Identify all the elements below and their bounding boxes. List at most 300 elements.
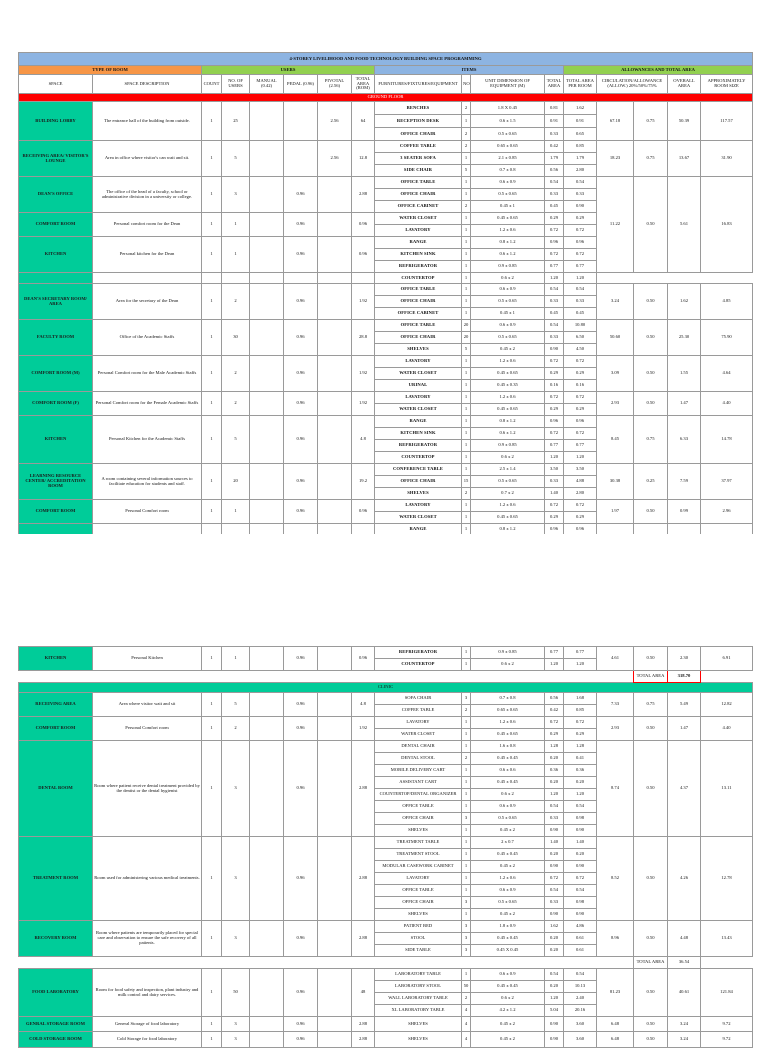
table-cell (19, 671, 634, 683)
item-dimension: 1.8 x 0.9 (471, 921, 545, 933)
room-area: 12.8 (352, 141, 375, 177)
item-qty: 1 (462, 765, 471, 777)
allowance-area: 7.59 (668, 464, 701, 500)
item-total-area: 4.88 (564, 476, 597, 488)
item-dimension: 0.5 x 0.65 (471, 128, 545, 141)
item-qty: 1 (462, 969, 471, 981)
total-area-label: TOTAL AREA (634, 957, 668, 969)
total-area-per-room: 11.22 (597, 177, 634, 273)
overall-area: 14.78 (701, 416, 753, 464)
item-dimension: 0.6 x 2 (471, 789, 545, 801)
allowance-area: 1.47 (668, 392, 701, 416)
item-unit-area: 1.20 (545, 659, 564, 671)
item-total-area: 0.98 (564, 813, 597, 825)
room-description: The office of the head of a faculty, school or administrative division in a university or college. (93, 177, 202, 213)
room-users: 25 (222, 102, 250, 141)
sheet-page-1 (18, 52, 750, 534)
item-dimension: 0.6 x 1.2 (471, 428, 545, 440)
room-name: FACULTY ROOM (19, 320, 93, 356)
item-total-area: 0.45 (564, 308, 597, 320)
room-pedal: 0.96 (284, 392, 318, 416)
room-count: 1 (202, 837, 222, 921)
item-total-area: 1.20 (564, 789, 597, 801)
item-name: COUNTERTOP (375, 273, 462, 284)
item-total-area: 0.72 (564, 873, 597, 885)
item-unit-area: 0.91 (545, 115, 564, 128)
room-users: 2 (222, 717, 250, 741)
item-dimension: 2.5 x 1.4 (471, 464, 545, 476)
room-description: Office of the Academic Staffs (93, 320, 202, 356)
circulation-factor: 0.50 (634, 356, 668, 392)
item-qty: 2 (462, 488, 471, 500)
item-name: OFFICE TABLE (375, 284, 462, 296)
table-row (19, 500, 753, 512)
item-dimension: 1.2 x 0.6 (471, 392, 545, 404)
room-pivotal (318, 177, 352, 213)
item-name: RANGE (375, 237, 462, 249)
item-name: RANGE (375, 524, 462, 536)
item-dimension: 0.5 x 0.65 (471, 189, 545, 201)
circulation-factor: 0.75 (634, 693, 668, 717)
item-qty: 3 (462, 897, 471, 909)
room-area: 2.88 (352, 177, 375, 213)
item-dimension: 0.65 x 0.65 (471, 705, 545, 717)
item-total-area: 2.40 (564, 993, 597, 1005)
item-qty: 1 (462, 777, 471, 789)
room-area: 28.8 (352, 320, 375, 356)
item-qty: 1 (462, 416, 471, 428)
room-name: KITCHEN (19, 416, 93, 464)
item-total-area: 10.80 (564, 320, 597, 332)
room-users: 5 (222, 693, 250, 717)
room-name: FOOD LABORATORY (19, 969, 93, 1017)
item-name: WATER CLOSET (375, 368, 462, 380)
room-users: 3 (222, 921, 250, 957)
item-name: LAVATORY (375, 500, 462, 512)
item-qty: 1 (462, 404, 471, 416)
total-area-per-room: 6.48 (597, 1032, 634, 1047)
room-name: RECEIVING AREA (19, 693, 93, 717)
total-area-per-room: 1.97 (597, 500, 634, 524)
overall-area: 37.97 (701, 464, 753, 500)
item-dimension: 0.6 x 0.9 (471, 320, 545, 332)
overall-area: 75.90 (701, 320, 753, 356)
group-users: USERS (202, 66, 375, 75)
item-unit-area: 0.33 (545, 189, 564, 201)
item-name: REFRIGERATOR (375, 440, 462, 452)
item-unit-area: 1.79 (545, 153, 564, 165)
item-total-area: 0.72 (564, 356, 597, 368)
item-total-area: 0.20 (564, 849, 597, 861)
room-pivotal: 2.56 (318, 141, 352, 177)
room-count: 1 (202, 464, 222, 500)
allowance-area: 6.33 (668, 416, 701, 464)
room-manual (250, 177, 284, 213)
room-users: 1 (222, 237, 250, 273)
room-manual (250, 102, 284, 141)
item-total-area: 0.29 (564, 404, 597, 416)
room-name: RECOVERY ROOM (19, 921, 93, 957)
room-count: 1 (202, 237, 222, 273)
item-qty: 1 (462, 849, 471, 861)
item-unit-area: 0.96 (545, 416, 564, 428)
overall-area: 6.91 (701, 647, 753, 671)
item-unit-area: 0.36 (545, 765, 564, 777)
room-manual (250, 837, 284, 921)
room-users: 3 (222, 1017, 250, 1032)
room-manual (250, 693, 284, 717)
item-qty: 1 (462, 284, 471, 296)
item-total-area: 0.41 (564, 753, 597, 765)
item-name: CONFERENCE TABLE (375, 464, 462, 476)
allowance-area: 1.62 (668, 284, 701, 320)
room-manual (250, 237, 284, 273)
item-total-area: 0.72 (564, 717, 597, 729)
room-manual (250, 969, 284, 1017)
room-pivotal (318, 1017, 352, 1032)
item-unit-area: 0.20 (545, 945, 564, 957)
overall-area: 13.43 (701, 921, 753, 957)
room-pedal: 0.96 (284, 500, 318, 524)
item-unit-area: 1.20 (545, 993, 564, 1005)
room-pedal: 0.96 (284, 717, 318, 741)
item-name: WATER CLOSET (375, 729, 462, 741)
item-name: MOBILE DELIVERY CART (375, 765, 462, 777)
room-pivotal (318, 320, 352, 356)
item-qty: 4 (462, 1005, 471, 1017)
item-name: OFFICE CABINET (375, 201, 462, 213)
room-area: 19.2 (352, 464, 375, 500)
overall-area: 4.40 (701, 717, 753, 741)
room-pedal: 0.96 (284, 177, 318, 213)
item-total-area: 1.68 (564, 693, 597, 705)
col-pedal: PEDAL (0.96) (284, 75, 318, 94)
item-unit-area: 0.20 (545, 849, 564, 861)
room-area: 0.96 (352, 213, 375, 237)
item-name: RECEPTION DESK (375, 115, 462, 128)
overall-area: 16.83 (701, 177, 753, 273)
item-total-area: 0.29 (564, 729, 597, 741)
item-name: OFFICE CHAIR (375, 476, 462, 488)
item-name: WALL LABORATORY TABLE (375, 993, 462, 1005)
circulation-factor: 0.50 (634, 921, 668, 957)
item-total-area: 4.50 (564, 344, 597, 356)
item-total-area: 0.72 (564, 392, 597, 404)
col-pivotal: PIVOTAL (2.56) (318, 75, 352, 94)
item-name: COFFEE TABLE (375, 705, 462, 717)
table-row (19, 273, 753, 284)
room-pedal: 0.96 (284, 647, 318, 671)
item-dimension: 1.2 x 0.6 (471, 717, 545, 729)
allowance-area: 1.55 (668, 356, 701, 392)
item-dimension: 0.6 x 0.9 (471, 885, 545, 897)
item-unit-area: 0.72 (545, 500, 564, 512)
room-manual (250, 741, 284, 837)
item-name: MODULAR CASEWORK CABINET (375, 861, 462, 873)
room-name: KITCHEN (19, 647, 93, 671)
col-no-users: NO. OF USERS (222, 75, 250, 94)
item-total-area: 0.20 (564, 777, 597, 789)
circulation-factor: 0.50 (634, 969, 668, 1017)
item-qty: 5 (462, 165, 471, 177)
item-unit-area: 0.33 (545, 332, 564, 344)
circulation-factor: 0.50 (634, 392, 668, 416)
room-name: COMFORT ROOM (F) (19, 392, 93, 416)
item-unit-area: 3.50 (545, 464, 564, 476)
room-count: 1 (202, 969, 222, 1017)
item-unit-area: 0.54 (545, 284, 564, 296)
item-dimension: 0.45 x 0.45 (471, 753, 545, 765)
item-total-area: 2.80 (564, 165, 597, 177)
item-qty: 1 (462, 885, 471, 897)
item-qty: 1 (462, 225, 471, 237)
table-cell (284, 273, 318, 284)
item-qty: 2 (462, 102, 471, 115)
room-area: 0.96 (352, 647, 375, 671)
item-qty: 2 (462, 705, 471, 717)
overall-area: 31.90 (701, 141, 753, 177)
item-name: COUNTERTOP (375, 659, 462, 671)
item-name: WATER CLOSET (375, 512, 462, 524)
item-unit-area: 0.20 (545, 777, 564, 789)
item-unit-area: 1.20 (545, 273, 564, 284)
item-name: DENTAL STOOL (375, 753, 462, 765)
col-circulation: CIRCULATION/ALLOWANCE (ALLOW.) 20%/50%/75% (597, 75, 668, 94)
item-dimension: 0.9 x 0.85 (471, 261, 545, 273)
table-cell (202, 273, 222, 284)
item-unit-area: 0.54 (545, 320, 564, 332)
item-unit-area: 0.29 (545, 729, 564, 741)
room-pedal: 0.96 (284, 1017, 318, 1032)
total-area-per-room: 2.93 (597, 717, 634, 741)
item-unit-area: 0.20 (545, 753, 564, 765)
room-pedal: 0.96 (284, 1032, 318, 1047)
table-row (19, 921, 753, 933)
circulation-factor: 0.50 (634, 320, 668, 356)
item-total-area: 0.90 (564, 825, 597, 837)
item-unit-area: 0.42 (545, 141, 564, 153)
item-unit-area: 0.42 (545, 705, 564, 717)
item-unit-area: 1.40 (545, 488, 564, 500)
room-count: 1 (202, 416, 222, 464)
item-total-area: 3.60 (564, 1017, 597, 1032)
total-area-value: 318.70 (668, 671, 701, 683)
item-qty: 3 (462, 921, 471, 933)
col-space: SPACE (19, 75, 93, 94)
item-dimension: 1.8 X 0.45 (471, 102, 545, 115)
item-dimension: 0.45 x 0.65 (471, 512, 545, 524)
table-row (19, 141, 753, 153)
item-name: OFFICE TABLE (375, 320, 462, 332)
item-dimension: 0.7 x 0.8 (471, 165, 545, 177)
room-pivotal (318, 717, 352, 741)
room-users: 3 (222, 177, 250, 213)
circulation-factor: 0.50 (634, 500, 668, 524)
room-name: COMFORT ROOM (19, 213, 93, 237)
allowance-area: 40.61 (668, 969, 701, 1017)
room-name: COMFORT ROOM (19, 717, 93, 741)
item-unit-area: 0.90 (545, 1032, 564, 1047)
item-name: OFFICE CHAIR (375, 813, 462, 825)
room-area: 1.92 (352, 717, 375, 741)
item-total-area: 0.72 (564, 249, 597, 261)
allowance-area: 3.24 (668, 1017, 701, 1032)
section-clinic: CLINIC (19, 683, 753, 693)
item-name: REFRIGERATOR (375, 647, 462, 659)
item-qty: 4 (462, 1032, 471, 1047)
room-pivotal (318, 500, 352, 524)
item-name: SHELVES (375, 1032, 462, 1047)
table-cell (250, 273, 284, 284)
room-manual (250, 416, 284, 464)
item-qty: 15 (462, 476, 471, 488)
group-type-of-room: TYPE OF ROOM (19, 66, 202, 75)
room-name: COLD STORAGE ROOM (19, 1032, 93, 1047)
col-count: COUNT (202, 75, 222, 94)
room-description: General Storage of food laboratory (93, 1017, 202, 1032)
item-total-area: 0.85 (564, 141, 597, 153)
item-qty: 1 (462, 659, 471, 671)
item-name: LAVATORY (375, 873, 462, 885)
item-total-area: 2.80 (564, 488, 597, 500)
item-qty: 1 (462, 524, 471, 536)
room-area: 1.92 (352, 392, 375, 416)
item-unit-area: 0.90 (545, 825, 564, 837)
room-pedal: 0.96 (284, 837, 318, 921)
room-pivotal (318, 1032, 352, 1047)
item-total-area: 0.96 (564, 524, 597, 536)
item-qty: 1 (462, 647, 471, 659)
room-manual (250, 921, 284, 957)
room-count: 1 (202, 102, 222, 141)
room-name: DENTAL ROOM (19, 741, 93, 837)
item-qty: 1 (462, 249, 471, 261)
allowance-area: 13.67 (668, 141, 701, 177)
item-total-area: 0.98 (564, 897, 597, 909)
room-count: 1 (202, 177, 222, 213)
col-unit-dimension: UNIT DIMENSION OF EQUIPMENT (M) (471, 75, 545, 94)
item-name: COUNTERTOP (375, 452, 462, 464)
item-unit-area: 0.72 (545, 225, 564, 237)
item-total-area: 3.50 (564, 464, 597, 476)
item-total-area: 6.50 (564, 332, 597, 344)
room-pivotal (318, 392, 352, 416)
room-pivotal (318, 237, 352, 273)
overall-area: 4.40 (701, 392, 753, 416)
room-pivotal (318, 284, 352, 320)
item-total-area: 10.13 (564, 981, 597, 993)
item-total-area: 4.86 (564, 921, 597, 933)
item-qty: 1 (462, 452, 471, 464)
room-area: 2.88 (352, 1017, 375, 1032)
item-name: REFRIGERATOR (375, 261, 462, 273)
item-total-area: 0.96 (564, 237, 597, 249)
room-area: 2.88 (352, 837, 375, 921)
group-items: ITEMS (375, 66, 564, 75)
item-qty: 2 (462, 993, 471, 1005)
room-users: 30 (222, 320, 250, 356)
room-pedal: 0.96 (284, 741, 318, 837)
circulation-factor: 0.50 (634, 647, 668, 671)
allowance-area: 25.30 (668, 320, 701, 356)
allowance-area: 4.26 (668, 837, 701, 921)
overall-area: 9.72 (701, 1032, 753, 1047)
room-count: 1 (202, 647, 222, 671)
room-description: Room used for administering various medical treatments. (93, 837, 202, 921)
room-pedal: 0.96 (284, 213, 318, 237)
room-count: 1 (202, 392, 222, 416)
item-qty: 2 (462, 753, 471, 765)
item-unit-area: 0.77 (545, 261, 564, 273)
room-manual (250, 213, 284, 237)
item-name: BENCHES (375, 102, 462, 115)
item-dimension: 0.65 x 0.65 (471, 141, 545, 153)
item-dimension: 0.45 x 0.45 (471, 777, 545, 789)
item-qty: 20 (462, 332, 471, 344)
item-name: SIDE TABLE (375, 945, 462, 957)
room-users: 3 (222, 837, 250, 921)
room-area: 2.88 (352, 921, 375, 957)
total-area-per-room: 81.23 (597, 969, 634, 1017)
item-name: OFFICE CHAIR (375, 897, 462, 909)
item-total-area: 0.61 (564, 945, 597, 957)
item-total-area: 0.96 (564, 416, 597, 428)
total-area-value: 36.54 (668, 957, 701, 969)
table-row (19, 1017, 753, 1032)
item-qty: 1 (462, 261, 471, 273)
item-dimension: 0.8 x 1.2 (471, 524, 545, 536)
table-row (19, 717, 753, 729)
item-total-area: 0.85 (564, 705, 597, 717)
item-unit-area: 0.90 (545, 909, 564, 921)
circulation-factor: 0.75 (634, 141, 668, 177)
item-qty: 1 (462, 512, 471, 524)
allowance-area: 5.49 (668, 693, 701, 717)
item-unit-area: 0.72 (545, 356, 564, 368)
room-pedal: 0.96 (284, 969, 318, 1017)
item-total-area: 0.65 (564, 128, 597, 141)
room-pivotal (318, 921, 352, 957)
room-count: 1 (202, 1017, 222, 1032)
item-unit-area: 0.33 (545, 128, 564, 141)
item-name: KITCHEN SINK (375, 428, 462, 440)
total-area-per-room: 3.09 (597, 356, 634, 392)
table-row (19, 102, 753, 115)
room-area: 0.96 (352, 500, 375, 524)
col-overall-area: OVERALL AREA (668, 75, 701, 94)
total-area-row (19, 957, 753, 969)
item-qty: 1 (462, 177, 471, 189)
room-pedal (284, 102, 318, 141)
allowance-area: 1.47 (668, 717, 701, 741)
item-total-area: 0.90 (564, 201, 597, 213)
room-count: 1 (202, 741, 222, 837)
item-dimension: 2.1 x 0.85 (471, 153, 545, 165)
item-total-area: 0.54 (564, 284, 597, 296)
room-count: 1 (202, 921, 222, 957)
item-qty: 1 (462, 273, 471, 284)
total-area-per-room: 8.52 (597, 837, 634, 921)
room-pivotal (318, 693, 352, 717)
circulation-factor: 0.50 (634, 741, 668, 837)
room-users: 5 (222, 141, 250, 177)
item-dimension: 0.6 x 2 (471, 452, 545, 464)
table-row (19, 284, 753, 296)
item-dimension: 0.5 x 0.65 (471, 813, 545, 825)
item-name: PATIENT BED (375, 921, 462, 933)
room-users: 1 (222, 647, 250, 671)
item-dimension: 0.6 x 0.6 (471, 765, 545, 777)
